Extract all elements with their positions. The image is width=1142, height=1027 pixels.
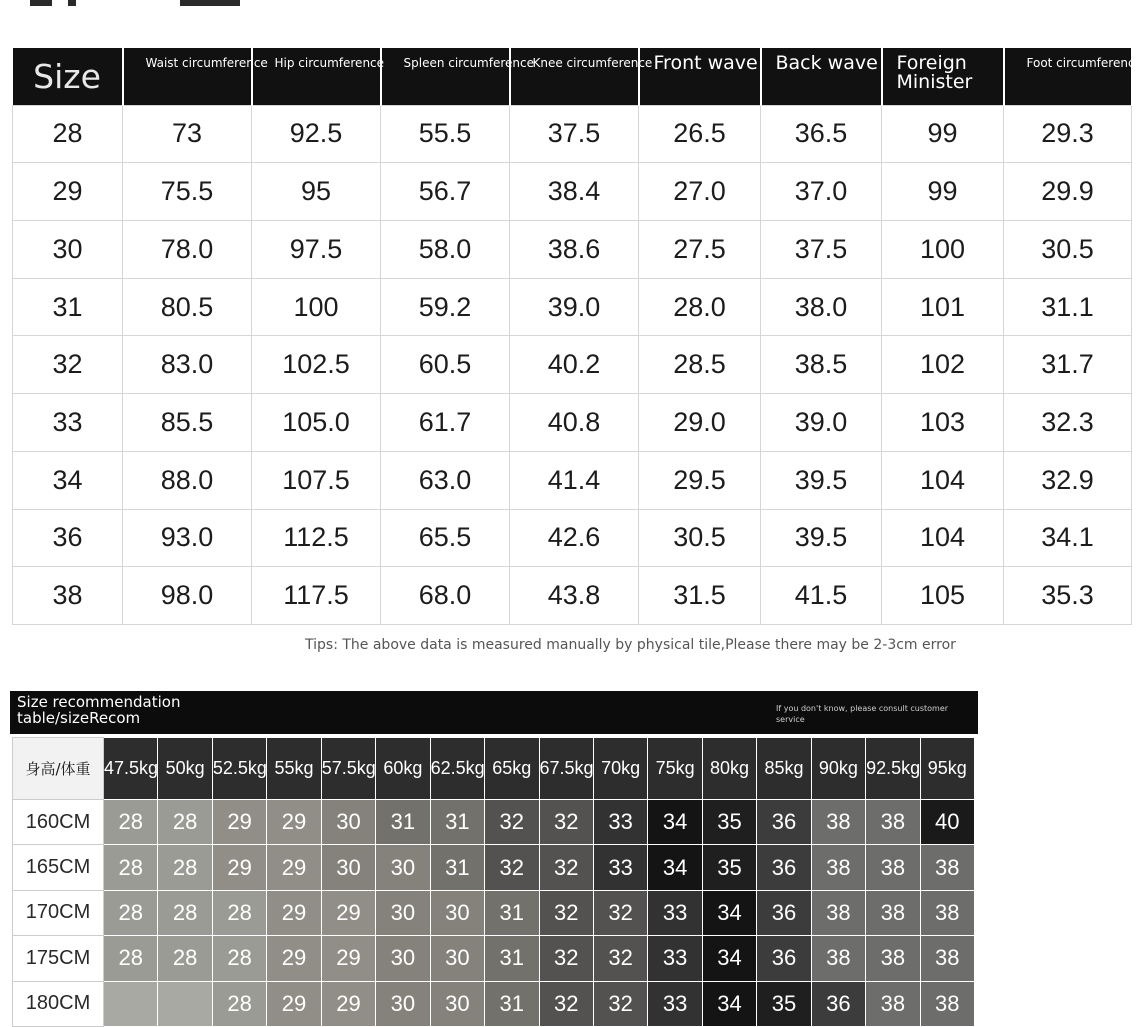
foreign-minister-cell: 100 [882,220,1004,278]
table-row [13,336,1132,394]
foreign-minister-cell: 101 [882,278,1004,336]
recommended-size-cell: 35 [702,800,756,845]
spleen-cell: 59.2 [381,278,510,336]
recommended-size-cell: 36 [757,800,811,845]
recommended-size-cell: 29 [267,890,321,935]
recommended-size-cell: 32 [539,845,593,890]
recommended-size-cell: 32 [593,936,647,981]
weight-header: 62.5kg [430,738,484,800]
recommended-size-cell: 38 [811,845,865,890]
measurement-tips: Tips: The above data is measured manually by physical tile,Please there may be 2-3cm error [305,637,956,653]
weight-header: 57.5kg [321,738,375,800]
spleen-cell: 58.0 [381,220,510,278]
back-wave-cell: 39.5 [761,451,882,509]
hip-cell: 112.5 [252,509,381,567]
table-row [13,800,975,845]
size-cell: 36 [13,509,123,567]
spleen-cell: 68.0 [381,567,510,625]
spleen-cell: 65.5 [381,509,510,567]
recommended-size-cell: 28 [212,981,266,1026]
recommended-size-cell: 34 [702,890,756,935]
recommended-size-cell: 30 [376,845,430,890]
waist-cell: 75.5 [123,163,252,221]
recommended-size-cell: 29 [267,981,321,1026]
recommended-size-cell: 28 [212,890,266,935]
foreign-minister-cell: 103 [882,394,1004,452]
recommended-size-cell: 33 [593,800,647,845]
recommended-size-cell: 38 [920,890,974,935]
recommended-size-cell: 34 [648,845,702,890]
foot-cell: 32.9 [1004,451,1132,509]
recommended-size-cell: 40 [920,800,974,845]
recommended-size-cell: 31 [485,981,539,1026]
recommended-size-cell: 38 [866,800,920,845]
recommended-size-cell: 30 [430,936,484,981]
table-row [13,845,975,890]
height-label: 165CM [13,845,104,890]
back-wave-cell: 37.0 [761,163,882,221]
foot-cell: 32.3 [1004,394,1132,452]
header-front-wave: Front wave [639,48,761,105]
recommended-size-cell: 38 [920,936,974,981]
recommended-size-cell: 38 [866,981,920,1026]
recommended-size-cell: 28 [158,845,212,890]
weight-header: 67.5kg [539,738,593,800]
recommended-size-cell: 38 [866,890,920,935]
recommended-size-cell: 31 [430,800,484,845]
recommended-size-cell: 31 [376,800,430,845]
foot-cell: 35.3 [1004,567,1132,625]
table-row [13,163,1132,221]
brand-logo-strip [30,0,250,6]
recommended-size-cell: 31 [485,890,539,935]
recommended-size-cell: 31 [485,936,539,981]
back-wave-cell: 38.0 [761,278,882,336]
hip-cell: 95 [252,163,381,221]
recommended-size-cell: 28 [104,890,158,935]
recommended-size-cell: 33 [648,936,702,981]
foot-cell: 34.1 [1004,509,1132,567]
recommended-size-cell: 29 [321,936,375,981]
size-cell: 38 [13,567,123,625]
spleen-cell: 56.7 [381,163,510,221]
table-row [13,567,1132,625]
recommended-size-cell: 36 [757,936,811,981]
recommended-size-cell: 38 [811,890,865,935]
weight-header: 95kg [920,738,974,800]
table-row [13,220,1132,278]
header-hip: Hip circumference [252,48,381,105]
back-wave-cell: 41.5 [761,567,882,625]
front-wave-cell: 30.5 [639,509,761,567]
waist-cell: 98.0 [123,567,252,625]
spleen-cell: 63.0 [381,451,510,509]
table-row [13,981,975,1026]
recommended-size-cell: 30 [321,800,375,845]
recommended-size-cell: 28 [158,800,212,845]
recommended-size-cell: 30 [376,936,430,981]
knee-cell: 41.4 [510,451,639,509]
recommended-size-cell: 29 [212,845,266,890]
recommended-size-cell: 32 [539,890,593,935]
weight-header: 52.5kg [212,738,266,800]
recommendation-title: Size recommendation table/sizeRecom [17,693,181,727]
waist-cell: 85.5 [123,394,252,452]
size-cell: 30 [13,220,123,278]
table-row [13,936,975,981]
weight-header: 60kg [376,738,430,800]
header-foreign-minister: Foreign Minister [882,48,1004,105]
back-wave-cell: 38.5 [761,336,882,394]
size-chart-header-row [13,48,1132,105]
recommended-size-cell: 33 [648,981,702,1026]
consult-service-note: If you don't know, please consult customer service [776,704,949,724]
knee-cell: 37.5 [510,105,639,163]
front-wave-cell: 31.5 [639,567,761,625]
knee-cell: 38.4 [510,163,639,221]
header-back-wave: Back wave [761,48,882,105]
header-knee: Knee circumference [510,48,639,105]
knee-cell: 38.6 [510,220,639,278]
waist-cell: 93.0 [123,509,252,567]
recommended-size-cell: 28 [104,800,158,845]
recommended-size-cell: 28 [104,845,158,890]
size-cell: 28 [13,105,123,163]
recommended-size-cell: 29 [321,890,375,935]
spleen-cell: 61.7 [381,394,510,452]
back-wave-cell: 39.5 [761,509,882,567]
recommended-size-cell: 29 [267,845,321,890]
size-cell: 33 [13,394,123,452]
weight-header: 47.5kg [104,738,158,800]
height-label: 170CM [13,890,104,935]
recommended-size-cell: 30 [430,890,484,935]
weight-header-row [13,738,975,800]
recommended-size-cell: 28 [158,936,212,981]
size-chart-table [12,48,1142,625]
recommended-size-cell: 32 [539,800,593,845]
header-waist: Waist circumference [123,48,252,105]
foreign-minister-cell: 99 [882,105,1004,163]
foreign-minister-cell: 99 [882,163,1004,221]
recommended-size-cell: 35 [702,845,756,890]
recommended-size-cell: 28 [212,936,266,981]
foot-cell: 30.5 [1004,220,1132,278]
weight-header: 70kg [593,738,647,800]
waist-cell: 83.0 [123,336,252,394]
front-wave-cell: 27.0 [639,163,761,221]
recommended-size-cell [104,981,158,1026]
weight-header: 92.5kg [866,738,920,800]
waist-cell: 78.0 [123,220,252,278]
recommended-size-cell: 29 [321,981,375,1026]
table-row [13,509,1132,567]
recommended-size-cell: 32 [593,890,647,935]
foot-cell: 29.3 [1004,105,1132,163]
recommended-size-cell: 38 [920,845,974,890]
waist-cell: 73 [123,105,252,163]
recommended-size-cell: 30 [376,890,430,935]
recommended-size-cell: 32 [539,936,593,981]
recommended-size-cell: 38 [866,845,920,890]
recommended-size-cell [158,981,212,1026]
knee-cell: 39.0 [510,278,639,336]
hip-cell: 92.5 [252,105,381,163]
foot-cell: 29.9 [1004,163,1132,221]
size-cell: 31 [13,278,123,336]
recommended-size-cell: 38 [866,936,920,981]
recommended-size-cell: 29 [267,800,321,845]
weight-header: 65kg [485,738,539,800]
foot-cell: 31.1 [1004,278,1132,336]
weight-header: 55kg [267,738,321,800]
recommended-size-cell: 33 [593,845,647,890]
table-row [13,890,975,935]
back-wave-cell: 39.0 [761,394,882,452]
weight-header: 50kg [158,738,212,800]
weight-header: 90kg [811,738,865,800]
waist-cell: 80.5 [123,278,252,336]
recommended-size-cell: 36 [811,981,865,1026]
recommendation-header [10,691,978,734]
recommended-size-cell: 29 [267,936,321,981]
table-row [13,451,1132,509]
front-wave-cell: 29.0 [639,394,761,452]
recommended-size-cell: 30 [321,845,375,890]
recommended-size-cell: 32 [593,981,647,1026]
header-spleen: Spleen circumference [381,48,510,105]
front-wave-cell: 28.5 [639,336,761,394]
recommended-size-cell: 31 [430,845,484,890]
hip-cell: 105.0 [252,394,381,452]
recommended-size-cell: 30 [376,981,430,1026]
hip-cell: 97.5 [252,220,381,278]
weight-header: 75kg [648,738,702,800]
hip-cell: 117.5 [252,567,381,625]
recommended-size-cell: 32 [539,981,593,1026]
recommended-size-cell: 35 [757,981,811,1026]
weight-header: 80kg [702,738,756,800]
front-wave-cell: 26.5 [639,105,761,163]
foreign-minister-cell: 105 [882,567,1004,625]
foreign-minister-cell: 104 [882,509,1004,567]
recommended-size-cell: 34 [702,936,756,981]
recommended-size-cell: 29 [212,800,266,845]
recommended-size-cell: 36 [757,890,811,935]
front-wave-cell: 28.0 [639,278,761,336]
height-weight-corner-label: 身高/体重 [13,738,104,800]
hip-cell: 102.5 [252,336,381,394]
size-cell: 29 [13,163,123,221]
weight-header: 85kg [757,738,811,800]
spleen-cell: 55.5 [381,105,510,163]
recommended-size-cell: 30 [430,981,484,1026]
table-row [13,394,1132,452]
recommended-size-cell: 32 [485,800,539,845]
spleen-cell: 60.5 [381,336,510,394]
size-cell: 32 [13,336,123,394]
knee-cell: 40.2 [510,336,639,394]
front-wave-cell: 29.5 [639,451,761,509]
foot-cell: 31.7 [1004,336,1132,394]
recommended-size-cell: 34 [702,981,756,1026]
recommended-size-cell: 28 [158,890,212,935]
header-size: Size [13,48,123,105]
back-wave-cell: 37.5 [761,220,882,278]
recommended-size-cell: 38 [811,936,865,981]
front-wave-cell: 27.5 [639,220,761,278]
recommended-size-cell: 38 [920,981,974,1026]
recommended-size-cell: 28 [104,936,158,981]
size-cell: 34 [13,451,123,509]
back-wave-cell: 36.5 [761,105,882,163]
height-label: 160CM [13,800,104,845]
header-foot: Foot circumference [1004,48,1132,105]
recommended-size-cell: 36 [757,845,811,890]
knee-cell: 42.6 [510,509,639,567]
hip-cell: 100 [252,278,381,336]
size-recommendation-table [12,737,975,1027]
waist-cell: 88.0 [123,451,252,509]
knee-cell: 43.8 [510,567,639,625]
height-label: 175CM [13,936,104,981]
hip-cell: 107.5 [252,451,381,509]
foreign-minister-cell: 104 [882,451,1004,509]
recommended-size-cell: 32 [485,845,539,890]
height-label: 180CM [13,981,104,1026]
table-row [13,278,1132,336]
knee-cell: 40.8 [510,394,639,452]
foreign-minister-cell: 102 [882,336,1004,394]
recommended-size-cell: 34 [648,800,702,845]
table-row [13,105,1132,163]
recommended-size-cell: 33 [648,890,702,935]
recommended-size-cell: 38 [811,800,865,845]
